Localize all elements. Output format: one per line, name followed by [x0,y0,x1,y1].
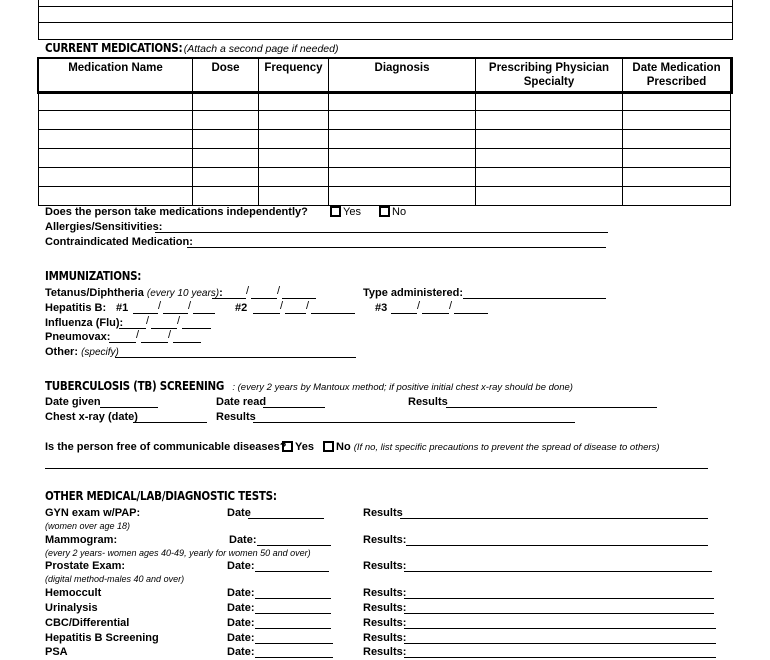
table-cell[interactable] [476,149,623,168]
hepb-dose-2-label: #2 [235,302,248,314]
tetanus-note: (every 10 years) [146,288,220,299]
table-cell[interactable] [259,130,329,149]
cbc-results-label: Results: [363,617,407,629]
table-row [39,149,731,168]
cbc-results-field[interactable] [404,628,716,629]
checkbox-no[interactable] [379,206,390,217]
previous-section-line [38,6,733,7]
table-cell[interactable] [39,187,193,206]
table-cell[interactable] [623,187,731,206]
table-cell[interactable] [623,149,731,168]
table-cell[interactable] [193,187,259,206]
hemoccult-date-label: Date: [227,587,255,599]
hepb-1-day-field[interactable] [163,313,188,314]
chest-xray-field[interactable] [133,422,207,423]
cbc-label: CBC/Differential [45,617,130,629]
psa-results-field[interactable] [404,657,716,658]
mammogram-date-field[interactable] [257,545,331,546]
table-cell[interactable] [476,111,623,130]
other-note: (specify) [81,347,119,358]
table-cell[interactable] [193,111,259,130]
prostate-date-field[interactable] [255,571,329,572]
table-cell[interactable] [39,92,193,111]
prostate-results-field[interactable] [404,571,712,572]
table-cell[interactable] [329,111,476,130]
independent-question: Does the person take medications independently? [45,206,308,218]
col-dose: Dose [193,59,259,92]
tb-note: : (every 2 years by Mantoux method; if positive initial chest x-ray should be done) [232,382,573,393]
hepb-1-month-field[interactable] [133,313,158,314]
table-cell[interactable] [193,130,259,149]
urinalysis-date-label: Date: [227,602,255,614]
col-diagnosis: Diagnosis [329,59,476,92]
tb-heading: TUBERCULOSIS (TB) SCREENING [45,379,225,393]
prostate-note: (digital method-males 40 and over) [45,574,185,584]
immunizations-heading: IMMUNIZATIONS: [45,269,142,283]
psa-label: PSA [45,646,68,658]
medications-header-row [39,59,731,92]
hepb-screening-date-field[interactable] [255,643,333,644]
hepb-2-year-field[interactable] [311,313,355,314]
table-cell[interactable] [329,130,476,149]
table-cell[interactable] [623,168,731,187]
tetanus-month-field[interactable] [212,298,246,299]
psa-results-label: Results: [363,646,407,658]
pneumovax-year-field[interactable] [173,342,201,343]
table-cell[interactable] [476,168,623,187]
mammogram-results-field[interactable] [406,545,708,546]
gyn-note: (women over age 18) [45,521,131,531]
pneumovax-day-field[interactable] [141,342,168,343]
mammogram-date-label: Date: [229,534,257,546]
table-cell[interactable] [39,111,193,130]
communicable-note: (If no, list specific precautions to prevent the spread of disease to others) [353,442,660,453]
table-cell[interactable] [623,111,731,130]
medications-table [38,58,731,206]
hemoccult-date-field[interactable] [255,598,331,599]
tb-results-field[interactable] [446,407,657,408]
hepb-label: Hepatitis B: [45,302,107,314]
gyn-label: GYN exam w/PAP: [45,507,141,519]
prostate-label: Prostate Exam: [45,560,126,572]
flu-month-field[interactable] [119,328,146,329]
yes-label: Yes [295,441,314,453]
chest-xray-label: Chest x-ray (date) [45,411,138,423]
col-date-prescribed: Date Medication Prescribed [623,59,731,92]
table-cell[interactable] [259,168,329,187]
table-cell[interactable] [193,168,259,187]
allergies-label: Allergies/Sensitivities: [45,221,163,233]
tetanus-year-field[interactable] [282,298,316,299]
medications-note: (Attach a second page if needed) [183,43,339,55]
type-administered-field[interactable] [463,298,606,299]
hepb-2-month-field[interactable] [253,313,280,314]
hemoccult-results-field[interactable] [404,598,714,599]
table-row [39,187,731,206]
contraindicated-field[interactable] [187,247,606,248]
col-physician-specialty: Prescribing Physician Specialty [476,59,623,92]
other-tests-heading: OTHER MEDICAL/LAB/DIAGNOSTIC TESTS: [45,489,277,503]
mammogram-results-label: Results: [363,534,407,546]
precautions-field[interactable] [45,468,708,469]
table-row [39,130,731,149]
date-read-label: Date read [216,396,267,408]
pneumovax-label: Pneumovax: [45,331,111,343]
mammogram-label: Mammogram: [45,534,118,546]
communicable-yes-option[interactable] [282,441,314,453]
prostate-results-label: Results: [363,560,407,572]
allergies-field[interactable] [155,232,608,233]
other-immunization-field[interactable] [115,357,356,358]
table-cell[interactable] [476,130,623,149]
urinalysis-results-field[interactable] [404,613,714,614]
gyn-date-field[interactable] [248,518,324,519]
table-cell[interactable] [259,187,329,206]
table-cell[interactable] [329,149,476,168]
table-cell[interactable] [193,149,259,168]
chest-xray-results-field[interactable] [253,422,575,423]
tetanus-day-field[interactable] [251,298,277,299]
hepb-3-month-field[interactable] [391,313,417,314]
table-cell[interactable] [259,92,329,111]
table-cell[interactable] [329,92,476,111]
table-cell[interactable] [39,168,193,187]
urinalysis-label: Urinalysis [45,602,98,614]
table-cell[interactable] [39,130,193,149]
table-cell[interactable] [476,92,623,111]
table-cell[interactable] [193,92,259,111]
hemoccult-results-label: Results: [363,587,407,599]
gyn-results-label: Results [363,507,403,519]
hepb-screening-results-field[interactable] [404,643,716,644]
hepb-2-day-field[interactable] [285,313,306,314]
pneumovax-month-field[interactable] [109,342,136,343]
medications-heading-row [45,41,338,55]
table-row [39,111,731,130]
checkbox-yes[interactable] [330,206,341,217]
yes-label: Yes [343,206,361,218]
gyn-date-label: Date [227,507,251,519]
psa-date-label: Date: [227,646,255,658]
urinalysis-results-label: Results: [363,602,407,614]
no-label: No [392,206,407,218]
table-cell[interactable] [329,168,476,187]
type-administered-label: Type administered: [363,287,464,299]
hemoccult-label: Hemoccult [45,587,102,599]
table-cell[interactable] [623,130,731,149]
hepb-screening-date-label: Date: [227,632,255,644]
table-cell[interactable] [623,92,731,111]
communicable-question: Is the person free of communicable diseases? [45,441,287,453]
cbc-date-field[interactable] [255,628,331,629]
prostate-date-label: Date: [227,560,255,572]
table-cell[interactable] [259,149,329,168]
gyn-results-field[interactable] [400,518,708,519]
cbc-date-label: Date: [227,617,255,629]
hepb-screening-results-label: Results: [363,632,407,644]
table-cell[interactable] [329,187,476,206]
flu-year-field[interactable] [182,328,211,329]
col-medication-name: Medication Name [39,59,193,92]
medications-heading: CURRENT MEDICATIONS: [45,41,183,55]
previous-section-line [38,22,733,23]
checkbox-no[interactable] [323,441,334,452]
table-row [39,168,731,187]
table-cell[interactable] [39,149,193,168]
date-read-field[interactable] [263,407,325,408]
psa-date-field[interactable] [255,657,333,658]
hepb-1-year-field[interactable] [193,313,215,314]
hepb-screening-label: Hepatitis B Screening [45,632,159,644]
tb-results-label: Results [408,396,448,408]
other-label: Other: [45,346,78,358]
other-immunization-row [45,346,119,358]
flu-label: Influenza (Flu): [45,317,124,329]
hepb-dose-1-label: #1 [116,302,129,314]
tb-heading-row [45,379,573,393]
mammogram-note: (every 2 years- women ages 40-49, yearly for women 50 and over) [45,548,311,558]
table-cell[interactable] [476,187,623,206]
independent-yes-option[interactable] [330,206,361,218]
tetanus-label: Tetanus/Diphtheria [45,287,144,299]
contraindicated-label: Contraindicated Medication: [45,236,193,248]
tetanus-row: Tetanus/Diphtheria (every 10 years): [45,287,223,299]
chest-xray-results-label: Results [216,411,256,423]
urinalysis-date-field[interactable] [255,613,331,614]
hepb-3-year-field[interactable] [454,313,488,314]
col-frequency: Frequency [259,59,329,92]
hepb-dose-3-label: #3 [375,302,388,314]
table-row [39,92,731,111]
hepb-3-day-field[interactable] [422,313,449,314]
checkbox-yes[interactable] [282,441,293,452]
table-cell[interactable] [259,111,329,130]
date-given-label: Date given [45,396,101,408]
independent-no-option[interactable] [379,206,406,218]
no-label: No [336,441,351,453]
flu-day-field[interactable] [151,328,177,329]
communicable-no-option[interactable] [323,441,659,453]
date-given-field[interactable] [100,407,158,408]
